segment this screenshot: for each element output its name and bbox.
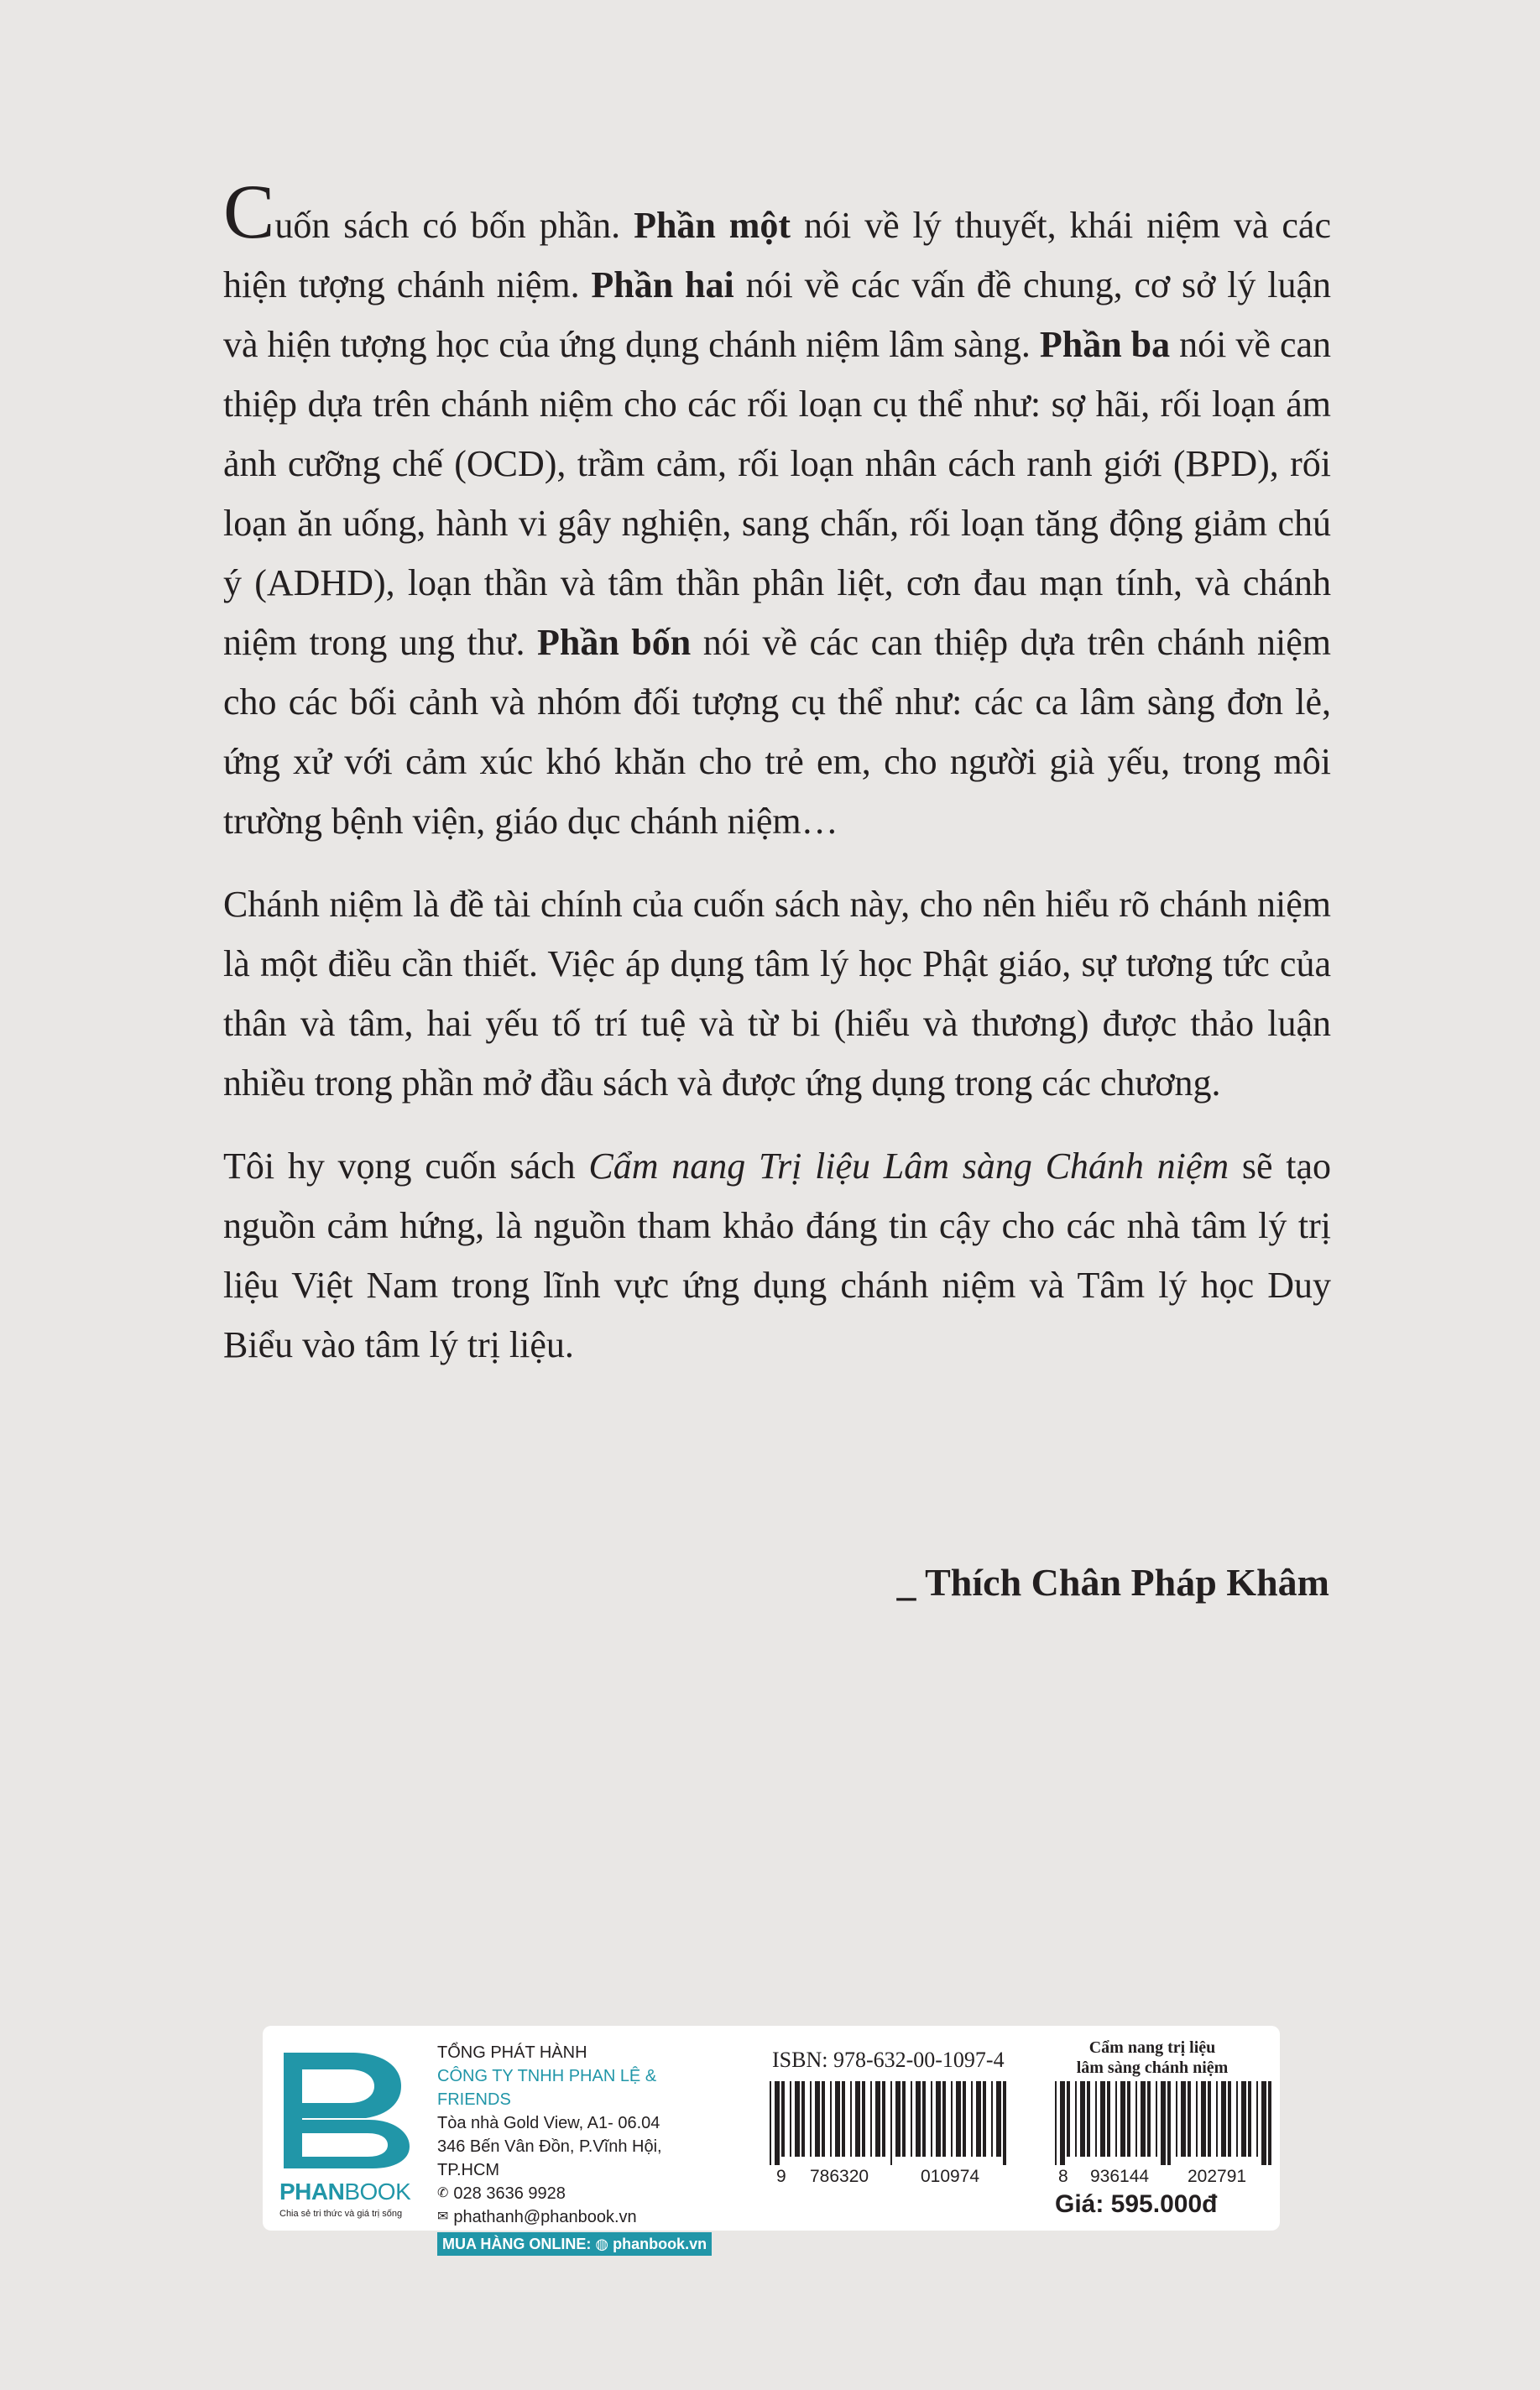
paragraph-mindfulness: Chánh niệm là đề tài chính của cuốn sách này, cho nên hiểu rõ chánh niệm là một điều cần thiết. Việc áp dụng tâm lý học Phật giáo, sự tương tức của thân và tâm, hai yếu tố trí tuệ và từ bi (hiểu và thương) được thảo luận nhiều trong phần mở đầu sách và được ứng dụng trong các chương. [223,884,1331,1104]
address-line-1: Tòa nhà Gold View, A1- 06.04 [437,2114,660,2132]
globe-icon: ◍ [595,2236,609,2252]
isbn-label: ISBN: 978-632-00-1097-4 [772,2048,1005,2072]
part-one-label: Phần một [634,205,791,246]
publisher-info [437,2041,714,2256]
barcode-bar [956,2081,961,2157]
barcode-bar [916,2081,921,2157]
barcode-bar [1161,2081,1166,2165]
barcode-bar [770,2081,771,2165]
barcode-bar [822,2081,825,2157]
barcode-bar [991,2081,993,2157]
phone-icon: ✆ [437,2186,449,2200]
barcode-bar [1228,2081,1231,2157]
barcode-bar [1216,2081,1218,2157]
barcode-bar [931,2081,932,2157]
part-four-label: Phần bốn [536,622,692,663]
barcode-bar [835,2081,840,2157]
back-cover-text [223,169,1332,1375]
barcode-bar [1176,2081,1177,2157]
barcode-bar [1181,2081,1186,2157]
barcode-bar [1107,2081,1110,2157]
barcode-bar [936,2081,941,2157]
barcode-bar [790,2081,791,2157]
barcode-bar [1115,2081,1117,2157]
barcode-bar [842,2081,845,2157]
book-title-italic: Cẩm nang Trị liệu Lâm sàng Chánh niệm [588,1145,1229,1187]
logo-wordmark: PHANBOOK [279,2179,411,2205]
phanbook-logo-icon [275,2043,418,2168]
drop-cap: C [223,169,275,254]
barcode-bar [1095,2081,1097,2157]
barcode-bar [795,2081,800,2157]
barcode-bar [781,2081,785,2157]
barcode-bar [1268,2081,1271,2165]
barcode-bar [870,2081,872,2157]
barcode-bar [1241,2081,1246,2157]
barcode-bar [801,2081,805,2157]
barcode-bar [1167,2081,1171,2165]
mail-icon: ✉ [437,2210,449,2224]
barcode-bar [862,2081,865,2157]
barcode-bar [810,2081,812,2157]
isbn-barcode [765,2081,1016,2165]
barcode-bar [895,2081,901,2157]
barcode-bar [855,2081,860,2157]
barcode-bar [1060,2081,1065,2165]
barcode-bar [875,2081,880,2157]
barcode-bar [815,2081,820,2157]
barcode-bar [1201,2081,1206,2157]
barcode-bar [902,2081,906,2157]
email-row: ✉ phathanh@phanbook.vn [437,2205,714,2229]
barcode-bar [996,2081,1001,2157]
product-title: Cẩm nang trị liệu lâm sàng chánh niệm [1076,2038,1229,2077]
buy-online-bar: MUA HÀNG ONLINE: ◍ phanbook.vn [437,2232,712,2256]
paragraph-overview: Cuốn sách có bốn phần. Phần một nói về lý thuyết, khái niệm và các hiện tượng chánh niệm. Phần hai nói về các vấn đề chung, cơ sở lý luận và hiện tượng học của ứng dụng chánh niệm lâm sàng. Phần ba nói về can thiệp dựa trên chánh niệm cho các rối loạn cụ thể như: sợ hãi, rối loạn ám ảnh cưỡng chế (OCD), trầm cảm, rối loạn nhân cách ranh giới (BPD), rối loạn ăn uống, hành vi gây nghiện, sang chấn, rối loạn tăng động giảm chú ý (ADHD), loạn thần và tâm thần phân liệt, cơn đau mạn tính, và chánh niệm trong ung thư. Phần bốn nói về các can thiệp dựa trên chánh niệm cho các bối cảnh và nhóm đối tượng cụ thể như: các ca lâm sàng đơn lẻ, ứng xử với cảm xúc khó khăn cho trẻ em, cho người già yếu, trong môi trường bệnh viện, giáo dục chánh niệm… [223,169,1332,842]
barcode-bar [890,2081,892,2165]
barcode-bar [1196,2081,1198,2157]
address-line-2: 346 Bến Vân Đồn, P.Vĩnh Hội, TP.HCM [437,2137,662,2179]
barcode-bar [1221,2081,1226,2157]
barcode-bar [976,2081,981,2157]
publisher-logo [271,2043,422,2223]
product-digit-first: 8 [1058,2167,1068,2186]
barcode-bar [1208,2081,1211,2157]
product-digit-group-1: 936144 [1090,2167,1150,2186]
barcode-bar [1100,2081,1105,2157]
barcode-bar [1075,2081,1077,2157]
product-barcode [1050,2081,1276,2165]
barcode-bar [1156,2081,1157,2157]
barcode-bar [1087,2081,1090,2157]
barcode-bar [1256,2081,1258,2157]
barcode-bar [1147,2081,1151,2157]
barcode-bar [1003,2081,1006,2165]
phone-row: ✆ 028 3636 9928 [437,2182,714,2205]
barcode-bar [1236,2081,1238,2157]
part-three-label: Phần ba [1039,324,1171,365]
barcode-bar [1080,2081,1085,2157]
barcode-bar [1188,2081,1191,2157]
barcode-bar [1248,2081,1251,2157]
distributor-heading: TỔNG PHÁT HÀNH [437,2043,587,2062]
product-digit-group-2: 202791 [1188,2167,1247,2186]
barcode-bar [830,2081,832,2157]
part-two-label: Phần hai [591,264,734,305]
barcode-bar [942,2081,946,2157]
publisher-label [263,2026,1280,2252]
barcode-bar [1120,2081,1125,2157]
barcode-bar [1135,2081,1137,2157]
barcode-bar [1067,2081,1070,2157]
isbn-digit-first: 9 [776,2167,786,2186]
barcode-bar [1141,2081,1146,2157]
barcode-bar [1055,2081,1057,2165]
barcode-bar [775,2081,780,2165]
barcode-bar [911,2081,912,2157]
isbn-digit-group-2: 010974 [921,2167,980,2186]
barcode-bar [922,2081,926,2157]
barcode-bar [951,2081,953,2157]
company-name: CÔNG TY TNHH PHAN LỆ & FRIENDS [437,2067,657,2109]
website-link[interactable]: phanbook.vn [613,2236,707,2252]
barcode-bar [1261,2081,1266,2165]
barcode-bar [850,2081,852,2157]
barcode-bar [983,2081,986,2157]
barcode-bar [963,2081,966,2157]
barcode-bar [971,2081,973,2157]
price-label: Giá: 595.000đ [1055,2190,1218,2218]
author-signature: _ Thích Chân Pháp Khâm [896,1561,1329,1604]
isbn-digit-group-1: 786320 [810,2167,869,2186]
barcode-bar [882,2081,885,2157]
barcode-bar [1127,2081,1130,2157]
logo-tagline: Chia sẻ tri thức và giá trị sống [279,2209,403,2219]
paragraph-hope: Tôi hy vọng cuốn sách Cẩm nang Trị liệu Lâm sàng Chánh niệm sẽ tạo nguồn cảm hứng, là nguồn tham khảo đáng tin cậy cho các nhà tâm lý trị liệu Việt Nam trong lĩnh vực ứng dụng chánh niệm và Tâm lý học Duy Biểu vào tâm lý trị liệu. [223,1145,1332,1365]
